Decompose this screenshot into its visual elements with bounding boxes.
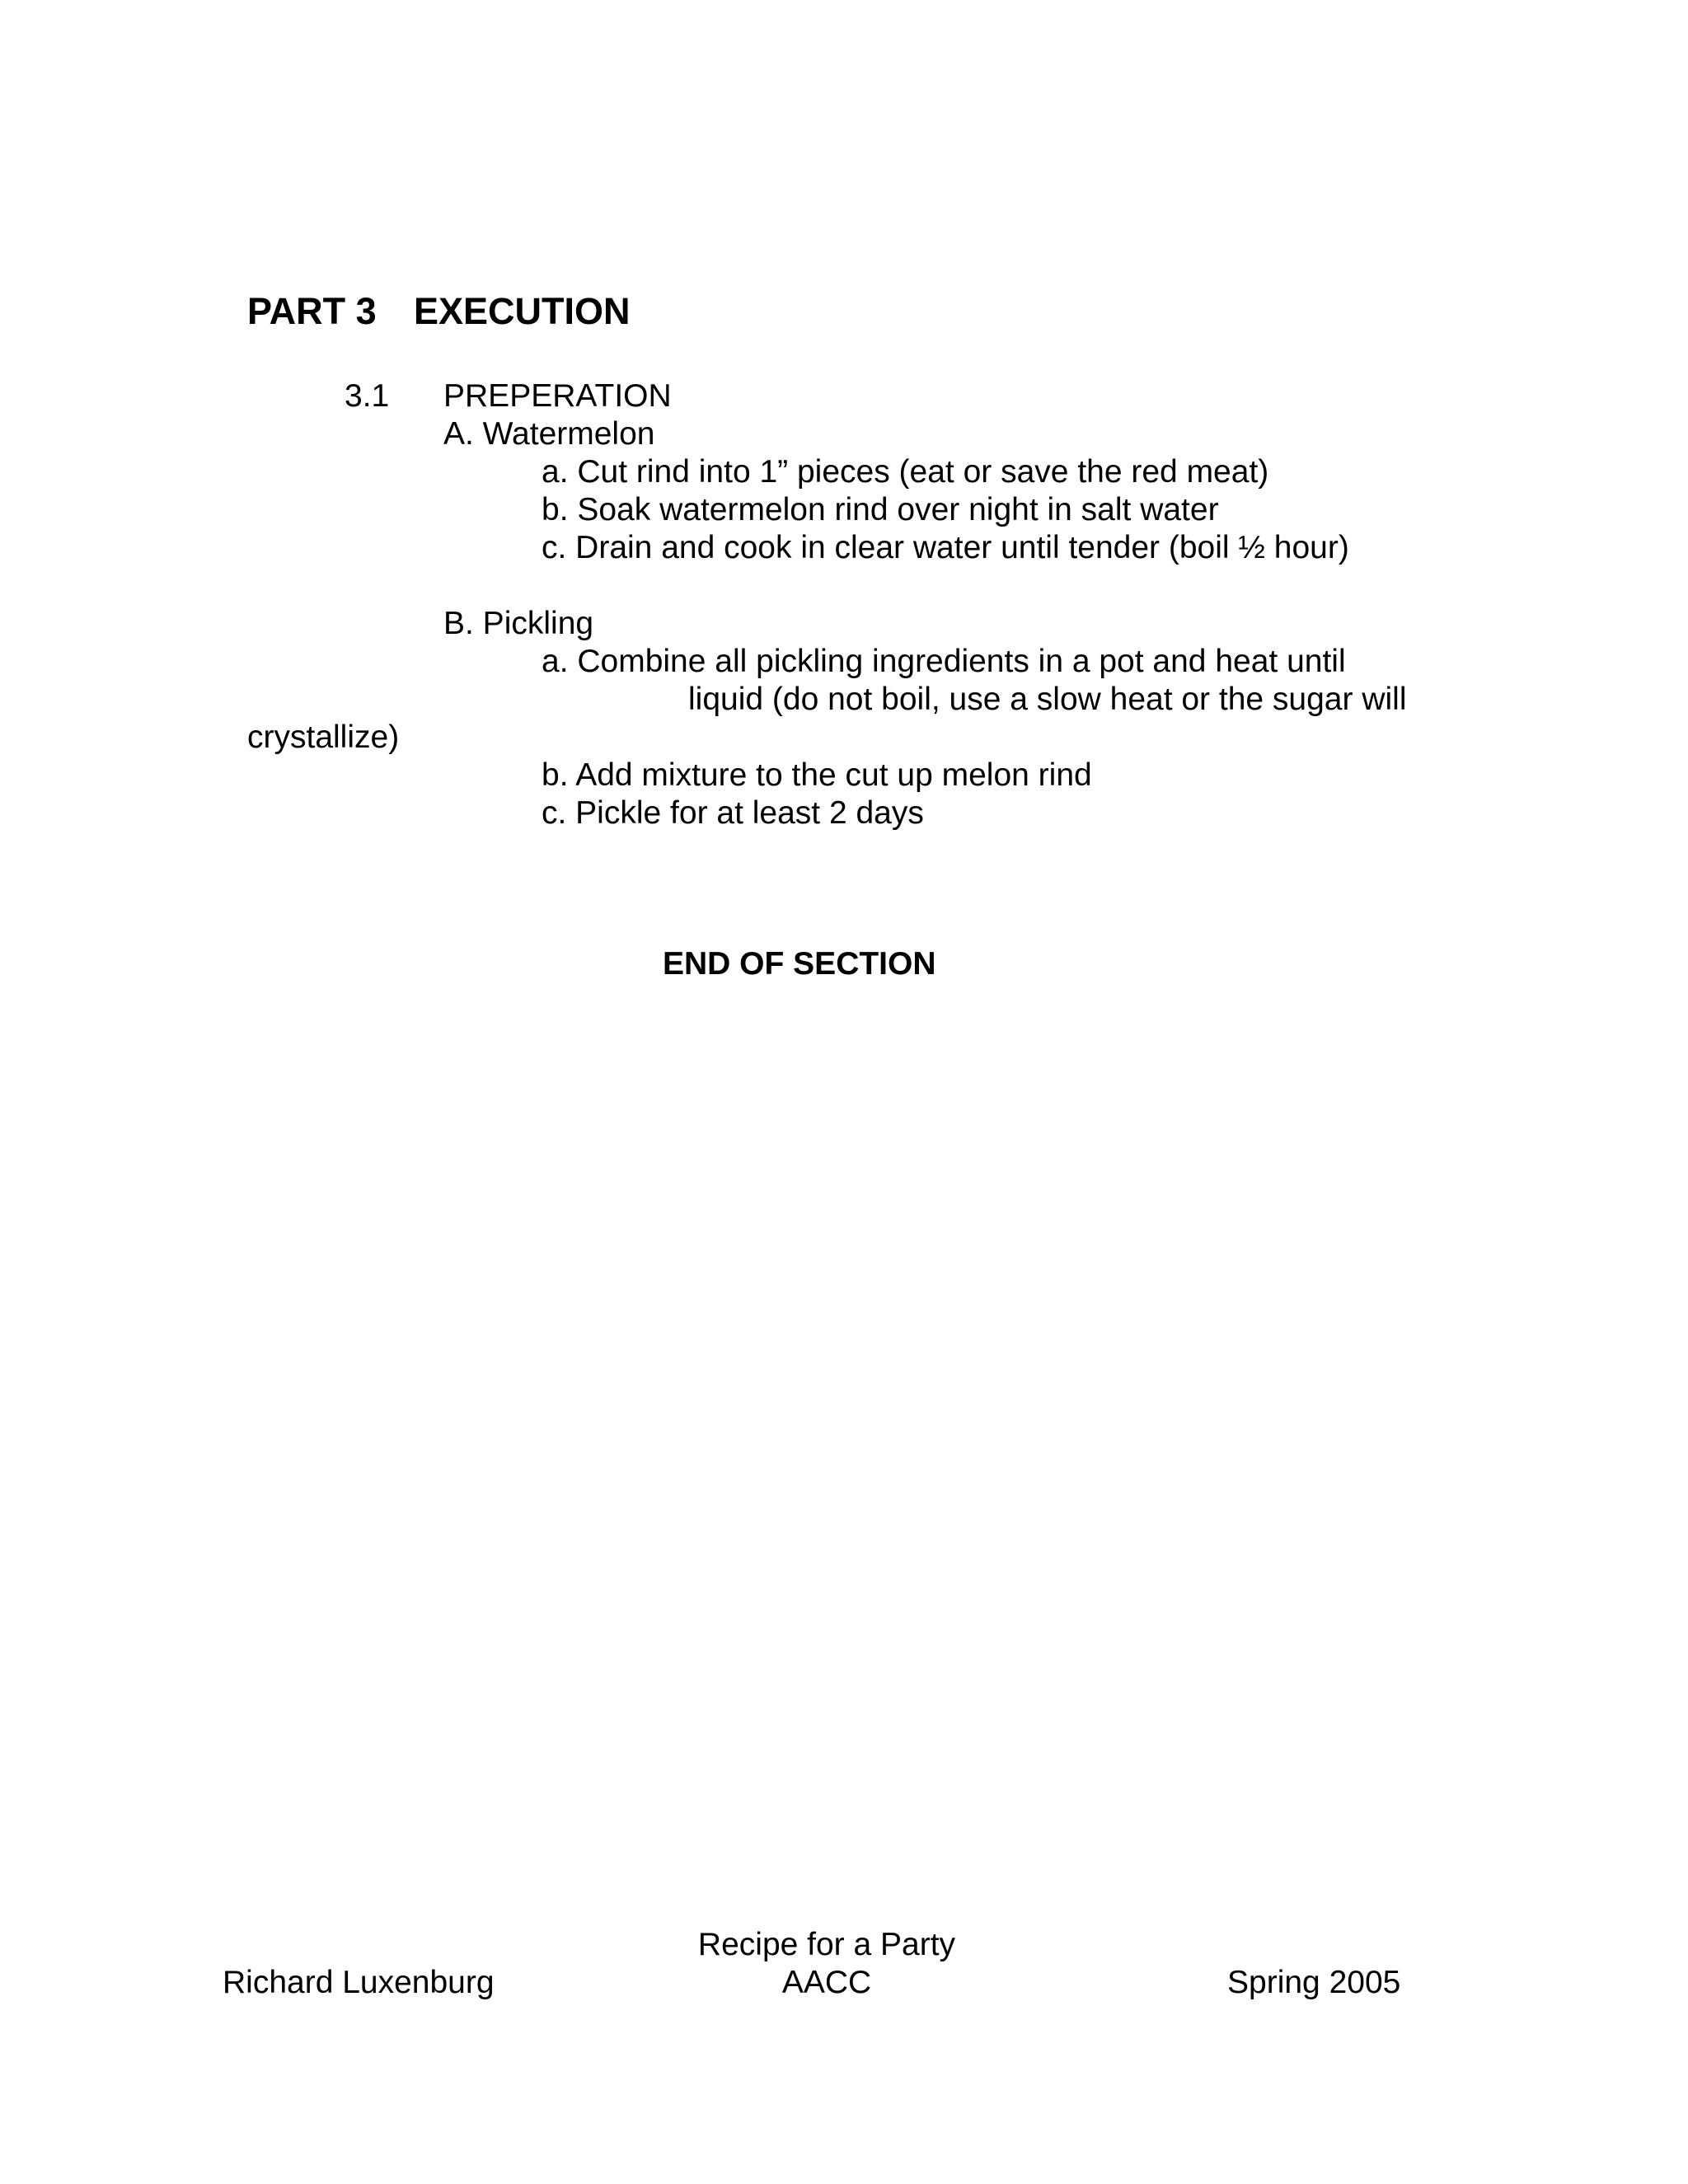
part-title: EXECUTION (414, 290, 631, 332)
pickling-step: a. Combine all pickling ingredients in a pot and heat until (542, 644, 1346, 679)
footer-title: Recipe for a Party (697, 1927, 956, 1962)
footer-org: AACC (781, 1965, 872, 2000)
section-number: 3.1 (345, 378, 390, 414)
footer-term: Spring 2005 (1227, 1965, 1401, 2000)
watermelon-step: b. Soak watermelon rind over night in salt water (542, 492, 1219, 527)
part-number: PART 3 (247, 290, 377, 332)
pickling-heading: B. Pickling (443, 606, 594, 641)
watermelon-step: a. Cut rind into 1” pieces (eat or save the red meat) (542, 454, 1269, 490)
pickling-step: b. Add mixture to the cut up melon rind (542, 757, 1092, 793)
pickling-step: c. Pickle for at least 2 days (542, 795, 924, 831)
pickling-step-continuation: liquid (do not boil, use a slow heat or the sugar will (688, 682, 1407, 717)
end-of-section: END OF SECTION (663, 946, 936, 982)
footer-author: Richard Luxenburg (223, 1965, 495, 2000)
watermelon-step: c. Drain and cook in clear water until tender (boil ½ hour) (542, 530, 1349, 565)
watermelon-heading: A. Watermelon (443, 416, 655, 452)
section-title: PREPERATION (443, 378, 672, 414)
pickling-step-continuation: crystallize) (247, 719, 400, 755)
